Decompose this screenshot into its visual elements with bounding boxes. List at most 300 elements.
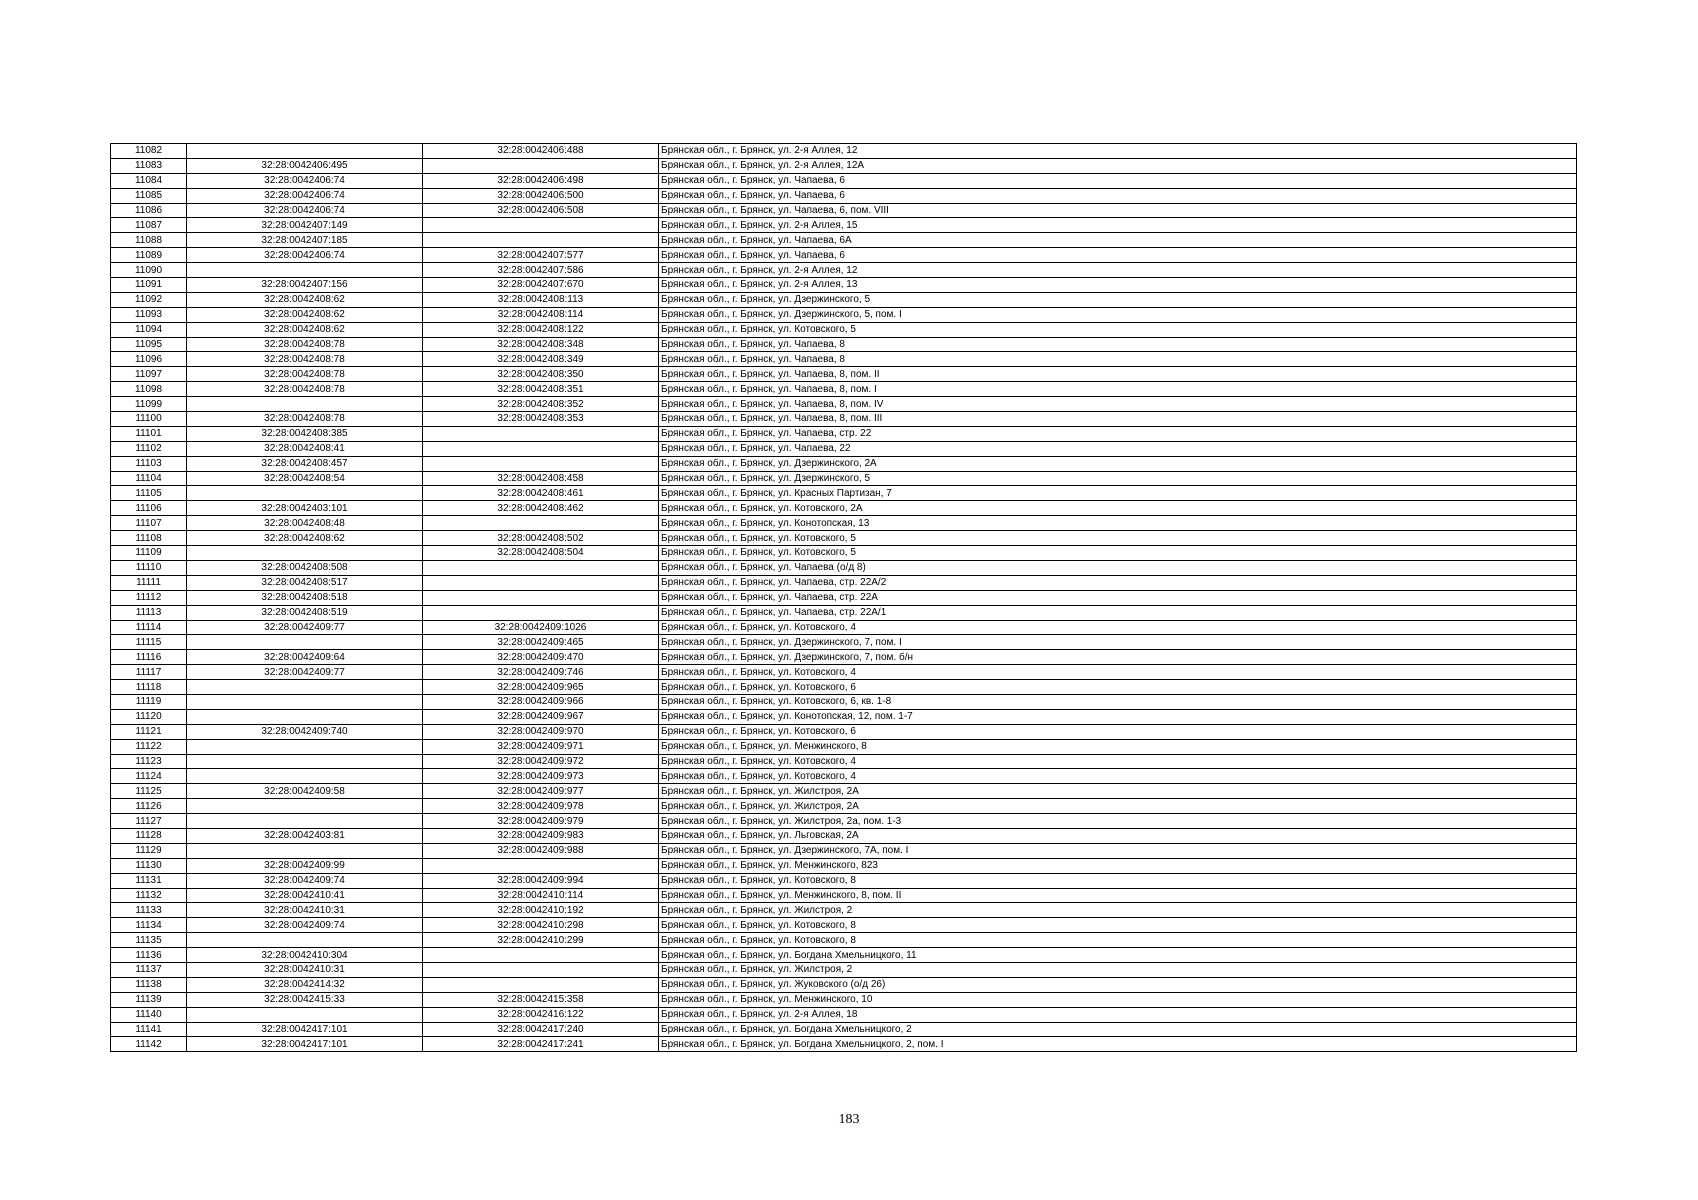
building-number-cell: 32:28:0042406:488	[423, 144, 659, 159]
row-number-cell: 11116	[111, 650, 187, 665]
row-number-cell: 11126	[111, 799, 187, 814]
cadastral-number-cell: 32:28:0042410:31	[187, 962, 423, 977]
address-cell: Брянская обл., г. Брянск, ул. Чапаева, стр. 22А	[659, 590, 1577, 605]
cadastral-number-cell: 32:28:0042407:149	[187, 218, 423, 233]
row-number-cell: 11121	[111, 724, 187, 739]
cadastral-number-cell: 32:28:0042410:31	[187, 903, 423, 918]
address-cell: Брянская обл., г. Брянск, ул. Богдана Хмельницкого, 2	[659, 1022, 1577, 1037]
address-cell: Брянская обл., г. Брянск, ул. Котовского, 8	[659, 873, 1577, 888]
row-number-cell: 11103	[111, 456, 187, 471]
cadastral-number-cell: 32:28:0042409:64	[187, 650, 423, 665]
row-number-cell: 11133	[111, 903, 187, 918]
data-table	[110, 143, 1577, 1052]
address-cell: Брянская обл., г. Брянск, ул. Котовского, 5	[659, 531, 1577, 546]
building-number-cell: 32:28:0042409:965	[423, 680, 659, 695]
row-number-cell: 11107	[111, 516, 187, 531]
table-row	[111, 1007, 1577, 1022]
address-cell: Брянская обл., г. Брянск, ул. Чапаева, 8, пом. I	[659, 382, 1577, 397]
address-cell: Брянская обл., г. Брянск, ул. Котовского, 4	[659, 665, 1577, 680]
row-number-cell: 11089	[111, 248, 187, 263]
address-cell: Брянская обл., г. Брянск, ул. Чапаева, 6, пом. VIII	[659, 203, 1577, 218]
address-cell: Брянская обл., г. Брянск, ул. Дзержинского, 2А	[659, 456, 1577, 471]
building-number-cell: 32:28:0042408:462	[423, 501, 659, 516]
cadastral-number-cell: 32:28:0042407:185	[187, 233, 423, 248]
row-number-cell: 11129	[111, 843, 187, 858]
table-row	[111, 322, 1577, 337]
building-number-cell: 32:28:0042408:461	[423, 486, 659, 501]
cadastral-number-cell: 32:28:0042408:78	[187, 367, 423, 382]
row-number-cell: 11139	[111, 992, 187, 1007]
address-cell: Брянская обл., г. Брянск, ул. Менжинского, 10	[659, 992, 1577, 1007]
cadastral-number-cell: 32:28:0042408:78	[187, 382, 423, 397]
row-number-cell: 11122	[111, 739, 187, 754]
building-number-cell: 32:28:0042406:500	[423, 188, 659, 203]
building-number-cell: 32:28:0042409:1026	[423, 620, 659, 635]
table-row	[111, 665, 1577, 680]
building-number-cell: 32:28:0042409:988	[423, 843, 659, 858]
row-number-cell: 11096	[111, 352, 187, 367]
table-row	[111, 531, 1577, 546]
row-number-cell: 11105	[111, 486, 187, 501]
cadastral-number-cell: 32:28:0042408:78	[187, 337, 423, 352]
table-row	[111, 456, 1577, 471]
cadastral-number-cell: 32:28:0042408:62	[187, 307, 423, 322]
cadastral-number-cell: 32:28:0042415:33	[187, 992, 423, 1007]
table-row	[111, 769, 1577, 784]
building-number-cell	[423, 575, 659, 590]
row-number-cell: 11093	[111, 307, 187, 322]
address-cell: Брянская обл., г. Брянск, ул. Чапаева, 8, пом. IV	[659, 397, 1577, 412]
address-cell: Брянская обл., г. Брянск, ул. Менжинского, 823	[659, 858, 1577, 873]
building-number-cell	[423, 426, 659, 441]
address-cell: Брянская обл., г. Брянск, ул. Дзержинского, 7А, пом. I	[659, 843, 1577, 858]
address-cell: Брянская обл., г. Брянск, ул. Чапаева, 8, пом. III	[659, 412, 1577, 427]
cadastral-number-cell: 32:28:0042408:518	[187, 590, 423, 605]
table-row	[111, 1022, 1577, 1037]
table-row	[111, 337, 1577, 352]
address-cell: Брянская обл., г. Брянск, ул. Котовского, 5	[659, 322, 1577, 337]
table-body	[111, 144, 1577, 1052]
address-cell: Брянская обл., г. Брянск, ул. Чапаева (о/д 8)	[659, 560, 1577, 575]
building-number-cell	[423, 590, 659, 605]
table-row	[111, 471, 1577, 486]
address-cell: Брянская обл., г. Брянск, ул. Котовского, 4	[659, 754, 1577, 769]
table-row	[111, 977, 1577, 992]
row-number-cell: 11085	[111, 188, 187, 203]
row-number-cell: 11090	[111, 263, 187, 278]
row-number-cell: 11083	[111, 158, 187, 173]
cadastral-number-cell: 32:28:0042403:101	[187, 501, 423, 516]
cadastral-number-cell	[187, 680, 423, 695]
cadastral-number-cell: 32:28:0042408:62	[187, 322, 423, 337]
table-row	[111, 992, 1577, 1007]
address-cell: Брянская обл., г. Брянск, ул. Чапаева, 8, пом. II	[659, 367, 1577, 382]
address-cell: Брянская обл., г. Брянск, ул. Чапаева, 6	[659, 248, 1577, 263]
address-cell: Брянская обл., г. Брянск, ул. Котовского, 4	[659, 620, 1577, 635]
row-number-cell: 11102	[111, 441, 187, 456]
building-number-cell: 32:28:0042408:353	[423, 412, 659, 427]
cadastral-number-cell: 32:28:0042417:101	[187, 1022, 423, 1037]
cadastral-number-cell	[187, 799, 423, 814]
row-number-cell: 11091	[111, 278, 187, 293]
cadastral-number-cell	[187, 144, 423, 159]
table-row	[111, 724, 1577, 739]
cadastral-number-cell: 32:28:0042406:74	[187, 248, 423, 263]
row-number-cell: 11106	[111, 501, 187, 516]
row-number-cell: 11125	[111, 784, 187, 799]
row-number-cell: 11082	[111, 144, 187, 159]
cadastral-number-cell: 32:28:0042409:740	[187, 724, 423, 739]
table-row	[111, 233, 1577, 248]
building-number-cell: 32:28:0042409:977	[423, 784, 659, 799]
address-cell: Брянская обл., г. Брянск, ул. Богдана Хмельницкого, 2, пом. I	[659, 1037, 1577, 1052]
address-cell: Брянская обл., г. Брянск, ул. 2-я Аллея, 15	[659, 218, 1577, 233]
table-row	[111, 263, 1577, 278]
building-number-cell: 32:28:0042409:978	[423, 799, 659, 814]
address-cell: Брянская обл., г. Брянск, ул. Чапаева, 22	[659, 441, 1577, 456]
row-number-cell: 11118	[111, 680, 187, 695]
cadastral-number-cell: 32:28:0042409:74	[187, 918, 423, 933]
address-cell: Брянская обл., г. Брянск, ул. Дзержинского, 5	[659, 292, 1577, 307]
building-number-cell	[423, 858, 659, 873]
cadastral-number-cell: 32:28:0042408:385	[187, 426, 423, 441]
address-cell: Брянская обл., г. Брянск, ул. Чапаева, 8	[659, 352, 1577, 367]
row-number-cell: 11110	[111, 560, 187, 575]
cadastral-number-cell	[187, 635, 423, 650]
cadastral-number-cell: 32:28:0042409:58	[187, 784, 423, 799]
cadastral-number-cell: 32:28:0042408:508	[187, 560, 423, 575]
table-row	[111, 962, 1577, 977]
address-cell: Брянская обл., г. Брянск, ул. Красных Партизан, 7	[659, 486, 1577, 501]
cadastral-number-cell	[187, 739, 423, 754]
cadastral-number-cell: 32:28:0042409:99	[187, 858, 423, 873]
building-number-cell: 32:28:0042415:358	[423, 992, 659, 1007]
row-number-cell: 11092	[111, 292, 187, 307]
building-number-cell: 32:28:0042406:508	[423, 203, 659, 218]
table-row	[111, 843, 1577, 858]
cadastral-number-cell: 32:28:0042408:78	[187, 412, 423, 427]
address-cell: Брянская обл., г. Брянск, ул. Котовского, 6, кв. 1-8	[659, 694, 1577, 709]
building-number-cell	[423, 233, 659, 248]
row-number-cell: 11123	[111, 754, 187, 769]
table-row	[111, 248, 1577, 263]
table-row	[111, 694, 1577, 709]
building-number-cell: 32:28:0042409:967	[423, 709, 659, 724]
table-row	[111, 903, 1577, 918]
building-number-cell	[423, 560, 659, 575]
address-cell: Брянская обл., г. Брянск, ул. Льговская, 2А	[659, 828, 1577, 843]
building-number-cell	[423, 456, 659, 471]
row-number-cell: 11128	[111, 828, 187, 843]
building-number-cell: 32:28:0042408:458	[423, 471, 659, 486]
table-row	[111, 620, 1577, 635]
table-row	[111, 858, 1577, 873]
address-cell: Брянская обл., г. Брянск, ул. 2-я Аллея, 13	[659, 278, 1577, 293]
address-cell: Брянская обл., г. Брянск, ул. Жилстроя, 2	[659, 962, 1577, 977]
row-number-cell: 11114	[111, 620, 187, 635]
building-number-cell	[423, 977, 659, 992]
row-number-cell: 11140	[111, 1007, 187, 1022]
building-number-cell: 32:28:0042410:298	[423, 918, 659, 933]
address-cell: Брянская обл., г. Брянск, ул. 2-я Аллея, 12	[659, 144, 1577, 159]
cadastral-number-cell: 32:28:0042406:495	[187, 158, 423, 173]
building-number-cell: 32:28:0042409:971	[423, 739, 659, 754]
row-number-cell: 11135	[111, 933, 187, 948]
cadastral-number-cell: 32:28:0042408:457	[187, 456, 423, 471]
table-row	[111, 828, 1577, 843]
address-cell: Брянская обл., г. Брянск, ул. Жилстроя, 2А	[659, 784, 1577, 799]
cadastral-number-cell: 32:28:0042417:101	[187, 1037, 423, 1052]
row-number-cell: 11115	[111, 635, 187, 650]
cadastral-number-cell: 32:28:0042406:74	[187, 173, 423, 188]
cadastral-number-cell	[187, 843, 423, 858]
address-cell: Брянская обл., г. Брянск, ул. Жуковского (о/д 26)	[659, 977, 1577, 992]
table-row	[111, 397, 1577, 412]
cadastral-number-cell: 32:28:0042408:62	[187, 531, 423, 546]
address-cell: Брянская обл., г. Брянск, ул. Жилстроя, 2а, пом. 1-3	[659, 814, 1577, 829]
address-cell: Брянская обл., г. Брянск, ул. Жилстроя, 2А	[659, 799, 1577, 814]
building-number-cell: 32:28:0042408:349	[423, 352, 659, 367]
table-row	[111, 218, 1577, 233]
table-row	[111, 516, 1577, 531]
table-row	[111, 173, 1577, 188]
cadastral-number-cell: 32:28:0042410:41	[187, 888, 423, 903]
building-number-cell: 32:28:0042407:577	[423, 248, 659, 263]
table-row	[111, 680, 1577, 695]
row-number-cell: 11127	[111, 814, 187, 829]
building-number-cell	[423, 441, 659, 456]
row-number-cell: 11142	[111, 1037, 187, 1052]
row-number-cell: 11109	[111, 546, 187, 561]
cadastral-number-cell	[187, 1007, 423, 1022]
building-number-cell: 32:28:0042407:586	[423, 263, 659, 278]
building-number-cell: 32:28:0042408:351	[423, 382, 659, 397]
building-number-cell	[423, 605, 659, 620]
building-number-cell: 32:28:0042409:983	[423, 828, 659, 843]
table-row	[111, 575, 1577, 590]
table-row	[111, 426, 1577, 441]
table-row	[111, 799, 1577, 814]
address-cell: Брянская обл., г. Брянск, ул. Дзержинского, 5, пом. I	[659, 307, 1577, 322]
row-number-cell: 11098	[111, 382, 187, 397]
cadastral-number-cell: 32:28:0042408:62	[187, 292, 423, 307]
row-number-cell: 11130	[111, 858, 187, 873]
row-number-cell: 11117	[111, 665, 187, 680]
row-number-cell: 11108	[111, 531, 187, 546]
table-row	[111, 814, 1577, 829]
building-number-cell: 32:28:0042410:114	[423, 888, 659, 903]
cadastral-number-cell: 32:28:0042408:78	[187, 352, 423, 367]
table-row	[111, 739, 1577, 754]
table-row	[111, 501, 1577, 516]
row-number-cell: 11104	[111, 471, 187, 486]
building-number-cell: 32:28:0042410:192	[423, 903, 659, 918]
address-cell: Брянская обл., г. Брянск, ул. 2-я Аллея, 18	[659, 1007, 1577, 1022]
cadastral-number-cell: 32:28:0042409:77	[187, 665, 423, 680]
address-cell: Брянская обл., г. Брянск, ул. Чапаева, 8	[659, 337, 1577, 352]
row-number-cell: 11097	[111, 367, 187, 382]
cadastral-number-cell	[187, 769, 423, 784]
row-number-cell: 11099	[111, 397, 187, 412]
cadastral-number-cell: 32:28:0042409:74	[187, 873, 423, 888]
row-number-cell: 11119	[111, 694, 187, 709]
building-number-cell: 32:28:0042417:240	[423, 1022, 659, 1037]
building-number-cell: 32:28:0042409:973	[423, 769, 659, 784]
cadastral-number-cell: 32:28:0042414:32	[187, 977, 423, 992]
address-cell: Брянская обл., г. Брянск, ул. Дзержинского, 5	[659, 471, 1577, 486]
table-row	[111, 560, 1577, 575]
building-number-cell: 32:28:0042409:966	[423, 694, 659, 709]
building-number-cell	[423, 516, 659, 531]
row-number-cell: 11112	[111, 590, 187, 605]
building-number-cell: 32:28:0042409:979	[423, 814, 659, 829]
address-cell: Брянская обл., г. Брянск, ул. Котовского, 6	[659, 680, 1577, 695]
building-number-cell: 32:28:0042409:465	[423, 635, 659, 650]
row-number-cell: 11087	[111, 218, 187, 233]
row-number-cell: 11113	[111, 605, 187, 620]
address-cell: Брянская обл., г. Брянск, ул. 2-я Аллея, 12	[659, 263, 1577, 278]
cadastral-number-cell	[187, 486, 423, 501]
row-number-cell: 11095	[111, 337, 187, 352]
row-number-cell: 11100	[111, 412, 187, 427]
cadastral-number-cell	[187, 263, 423, 278]
row-number-cell: 11088	[111, 233, 187, 248]
building-number-cell: 32:28:0042408:352	[423, 397, 659, 412]
cadastral-number-cell: 32:28:0042408:519	[187, 605, 423, 620]
table-row	[111, 754, 1577, 769]
cadastral-number-cell: 32:28:0042407:156	[187, 278, 423, 293]
table-row	[111, 948, 1577, 963]
address-cell: Брянская обл., г. Брянск, ул. Котовского, 6	[659, 724, 1577, 739]
table-row	[111, 1037, 1577, 1052]
address-cell: Брянская обл., г. Брянск, ул. Котовского, 8	[659, 933, 1577, 948]
row-number-cell: 11137	[111, 962, 187, 977]
address-cell: Брянская обл., г. Брянск, ул. Дзержинского, 7, пом. I	[659, 635, 1577, 650]
table-row	[111, 918, 1577, 933]
building-number-cell	[423, 962, 659, 977]
page-number: 183	[838, 1112, 860, 1127]
table-row	[111, 784, 1577, 799]
row-number-cell: 11124	[111, 769, 187, 784]
cadastral-number-cell	[187, 709, 423, 724]
address-cell: Брянская обл., г. Брянск, ул. Дзержинского, 7, пом. б/н	[659, 650, 1577, 665]
cadastral-number-cell	[187, 814, 423, 829]
table-row	[111, 709, 1577, 724]
row-number-cell: 11111	[111, 575, 187, 590]
address-cell: Брянская обл., г. Брянск, ул. Жилстроя, 2	[659, 903, 1577, 918]
address-cell: Брянская обл., г. Брянск, ул. Конотопская, 13	[659, 516, 1577, 531]
cadastral-number-cell	[187, 933, 423, 948]
address-cell: Брянская обл., г. Брянск, ул. Котовского, 8	[659, 918, 1577, 933]
table-row	[111, 873, 1577, 888]
row-number-cell: 11131	[111, 873, 187, 888]
cadastral-number-cell: 32:28:0042408:48	[187, 516, 423, 531]
building-number-cell: 32:28:0042409:972	[423, 754, 659, 769]
building-number-cell: 32:28:0042417:241	[423, 1037, 659, 1052]
address-cell: Брянская обл., г. Брянск, ул. Чапаева, 6А	[659, 233, 1577, 248]
table-row	[111, 441, 1577, 456]
building-number-cell	[423, 948, 659, 963]
address-cell: Брянская обл., г. Брянск, ул. Конотопская, 12, пом. 1-7	[659, 709, 1577, 724]
row-number-cell: 11141	[111, 1022, 187, 1037]
row-number-cell: 11132	[111, 888, 187, 903]
building-number-cell: 32:28:0042408:348	[423, 337, 659, 352]
building-number-cell: 32:28:0042407:670	[423, 278, 659, 293]
table-row	[111, 486, 1577, 501]
address-cell: Брянская обл., г. Брянск, ул. Богдана Хмельницкого, 11	[659, 948, 1577, 963]
cadastral-number-cell: 32:28:0042408:517	[187, 575, 423, 590]
table-row	[111, 635, 1577, 650]
building-number-cell: 32:28:0042409:970	[423, 724, 659, 739]
table-row	[111, 590, 1577, 605]
address-cell: Брянская обл., г. Брянск, ул. 2-я Аллея, 12А	[659, 158, 1577, 173]
table-row	[111, 412, 1577, 427]
row-number-cell: 11134	[111, 918, 187, 933]
cadastral-number-cell	[187, 694, 423, 709]
address-cell: Брянская обл., г. Брянск, ул. Чапаева, 6	[659, 173, 1577, 188]
cadastral-number-cell	[187, 397, 423, 412]
cadastral-number-cell: 32:28:0042403:81	[187, 828, 423, 843]
table-row	[111, 307, 1577, 322]
table-row	[111, 203, 1577, 218]
building-number-cell: 32:28:0042410:299	[423, 933, 659, 948]
cadastral-number-cell: 32:28:0042408:54	[187, 471, 423, 486]
cadastral-number-cell: 32:28:0042410:304	[187, 948, 423, 963]
row-number-cell: 11138	[111, 977, 187, 992]
table-row	[111, 352, 1577, 367]
address-cell: Брянская обл., г. Брянск, ул. Чапаева, стр. 22А/1	[659, 605, 1577, 620]
building-number-cell: 32:28:0042408:504	[423, 546, 659, 561]
row-number-cell: 11086	[111, 203, 187, 218]
building-number-cell: 32:28:0042416:122	[423, 1007, 659, 1022]
row-number-cell: 11120	[111, 709, 187, 724]
building-number-cell	[423, 158, 659, 173]
address-cell: Брянская обл., г. Брянск, ул. Котовского, 5	[659, 546, 1577, 561]
address-cell: Брянская обл., г. Брянск, ул. Котовского, 2А	[659, 501, 1577, 516]
address-cell: Брянская обл., г. Брянск, ул. Менжинского, 8, пом. II	[659, 888, 1577, 903]
table-row	[111, 650, 1577, 665]
row-number-cell: 11136	[111, 948, 187, 963]
building-number-cell: 32:28:0042409:746	[423, 665, 659, 680]
row-number-cell: 11084	[111, 173, 187, 188]
address-cell: Брянская обл., г. Брянск, ул. Чапаева, стр. 22А/2	[659, 575, 1577, 590]
building-number-cell: 32:28:0042408:113	[423, 292, 659, 307]
cadastral-number-cell: 32:28:0042406:74	[187, 203, 423, 218]
building-number-cell: 32:28:0042409:994	[423, 873, 659, 888]
address-cell: Брянская обл., г. Брянск, ул. Менжинского, 8	[659, 739, 1577, 754]
cadastral-number-cell	[187, 546, 423, 561]
table-row	[111, 292, 1577, 307]
table-row	[111, 888, 1577, 903]
cadastral-number-cell	[187, 754, 423, 769]
building-number-cell: 32:28:0042408:122	[423, 322, 659, 337]
row-number-cell: 11094	[111, 322, 187, 337]
building-number-cell: 32:28:0042409:470	[423, 650, 659, 665]
address-cell: Брянская обл., г. Брянск, ул. Чапаева, стр. 22	[659, 426, 1577, 441]
cadastral-number-cell: 32:28:0042409:77	[187, 620, 423, 635]
table-row	[111, 382, 1577, 397]
building-number-cell: 32:28:0042408:114	[423, 307, 659, 322]
table-row	[111, 546, 1577, 561]
table-row	[111, 278, 1577, 293]
building-number-cell: 32:28:0042408:502	[423, 531, 659, 546]
table-row	[111, 367, 1577, 382]
table-row	[111, 933, 1577, 948]
building-number-cell: 32:28:0042408:350	[423, 367, 659, 382]
cadastral-number-cell: 32:28:0042408:41	[187, 441, 423, 456]
building-number-cell	[423, 218, 659, 233]
row-number-cell: 11101	[111, 426, 187, 441]
